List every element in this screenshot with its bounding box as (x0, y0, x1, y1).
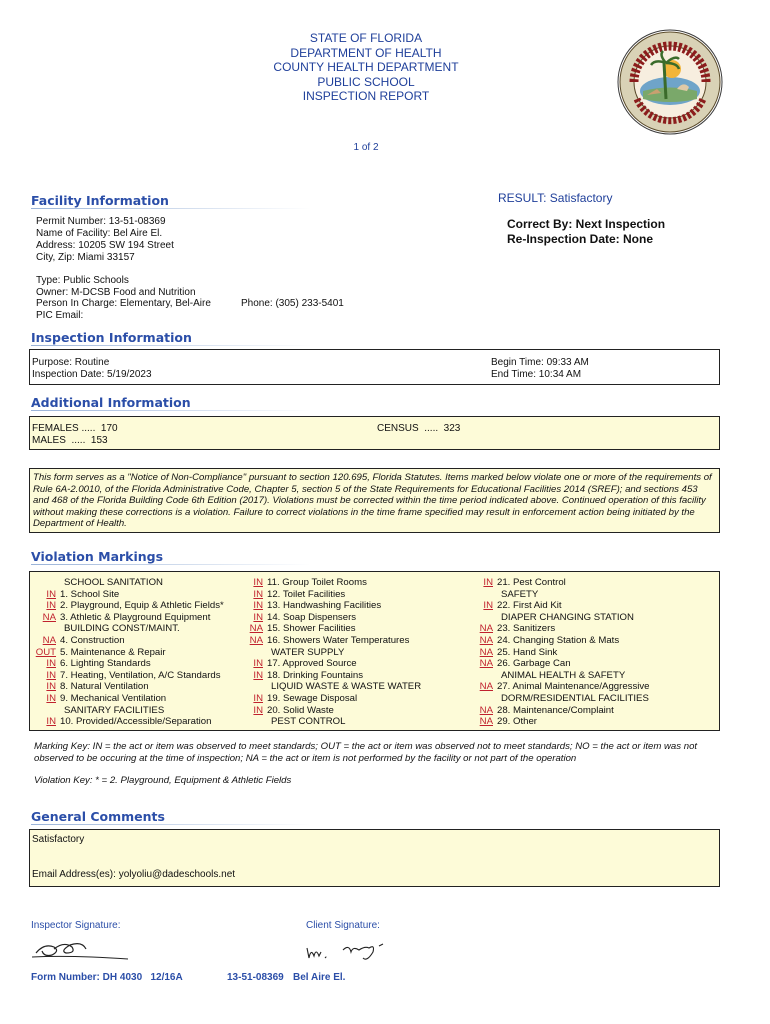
violation-mark: NA (479, 681, 493, 693)
marking-key: Marking Key: IN = the act or item was observed to meet standards; OUT = the act or item was observed not to meet standards; NO = the act or item was not observed to be occuring at the time of inspection; NA = the act or item is not performed by the facility or not part of the operation (34, 741, 698, 764)
violation-mark: IN (483, 577, 493, 588)
violation-category (60, 623, 250, 635)
violation-text: 28. Maintenance/Complaint (497, 704, 614, 716)
violation-mark: IN (46, 681, 56, 693)
violation-text: 9. Mechanical Ventilation (60, 692, 167, 704)
violation-item (479, 704, 697, 717)
females-count: FEMALES ..... 170 (32, 423, 118, 434)
violation-mark: NA (479, 623, 493, 635)
violation-category (267, 716, 467, 728)
violation-text: DORM/RESIDENTIAL FACILITIES (501, 692, 649, 704)
violation-item (479, 646, 697, 659)
violation-mark: OUT (35, 646, 56, 658)
violation-mark: IN (253, 577, 263, 588)
violation-mark: IN (253, 692, 263, 704)
general-comments-heading: General Comments (31, 809, 311, 826)
violation-category (497, 693, 697, 705)
violation-text: 6. Lighting Standards (60, 658, 151, 670)
page-number: 1 of 2 (353, 142, 379, 153)
violation-mark: NA (479, 704, 493, 716)
violation-item (253, 611, 467, 624)
violation-text: 23. Sanitizers (497, 623, 556, 635)
violation-item (46, 658, 250, 670)
facility-information-heading: Facility Information (31, 193, 311, 210)
violation-mark: NA (479, 716, 493, 728)
violation-item (249, 623, 467, 635)
permit-number: Permit Number: 13-51-08369 (36, 216, 166, 227)
violation-item (35, 646, 250, 659)
violation-category (267, 681, 467, 693)
footer-permit-number: 13-51-08369 (227, 972, 284, 983)
inspection-purpose: Purpose: Routine (32, 357, 110, 368)
violation-mark: IN (253, 658, 263, 670)
violation-text: SCHOOL SANITATION (64, 577, 163, 588)
inspector-signature (30, 937, 130, 963)
facility-address: Address: 10205 SW 194 Street (36, 240, 174, 251)
violation-mark: IN (46, 600, 56, 612)
inspection-information-heading: Inspection Information (31, 330, 311, 347)
violation-text: 7. Heating, Ventilation, A/C Standards (60, 669, 221, 681)
violation-category (497, 670, 697, 682)
violation-item (253, 588, 467, 601)
violation-category (60, 577, 250, 589)
violation-text: 11. Group Toilet Rooms (267, 577, 367, 588)
additional-information-heading: Additional Information (31, 395, 311, 412)
violation-text: ANIMAL HEALTH & SAFETY (501, 669, 626, 681)
violation-mark: IN (46, 716, 56, 728)
violation-key: Violation Key: * = 2. Playground, Equipment & Athletic Fields (34, 775, 292, 786)
violation-mark: NA (479, 634, 493, 646)
violation-text: 8. Natural Ventilation (60, 681, 149, 693)
violation-text: 16. Showers Water Temperatures (267, 634, 410, 646)
violation-category (497, 612, 697, 624)
header-line: INSPECTION REPORT (302, 89, 430, 104)
violation-text: 4. Construction (60, 634, 125, 646)
violation-mark: NA (42, 611, 56, 623)
violation-column-3 (479, 577, 697, 728)
facility-city-zip: City, Zip: Miami 33157 (36, 252, 135, 263)
violation-mark: IN (253, 600, 263, 612)
comment-email: Email Address(es): yolyoliu@dadeschools.net (32, 869, 236, 880)
violation-text: LIQUID WASTE & WASTE WATER (271, 681, 422, 693)
florida-state-seal-icon (617, 29, 723, 135)
violation-mark: IN (253, 588, 263, 600)
facility-owner: Owner: M-DCSB Food and Nutrition (36, 287, 196, 298)
violation-text: BUILDING CONST/MAINT. (64, 623, 180, 635)
violation-item (253, 577, 467, 589)
violation-mark: IN (46, 669, 56, 681)
begin-time: Begin Time: 09:33 AM (491, 357, 589, 368)
violation-text: 26. Garbage Can (497, 658, 571, 670)
header-line: PUBLIC SCHOOL (317, 74, 415, 89)
violation-item (253, 600, 467, 612)
violation-category (497, 589, 697, 601)
violation-item (483, 577, 697, 589)
violation-category (60, 705, 250, 717)
violation-text: 15. Shower Facilities (267, 623, 356, 635)
violation-text: 14. Soap Dispensers (267, 611, 357, 623)
violation-mark: NA (42, 634, 56, 646)
violation-mark: NA (479, 646, 493, 658)
violation-column-2 (249, 577, 467, 728)
form-number: Form Number: DH 4030 12/16A (31, 972, 183, 983)
client-signature (303, 938, 393, 964)
result-status: RESULT: Satisfactory (498, 191, 613, 205)
census-count: CENSUS ..... 323 (377, 423, 461, 434)
violation-text: PEST CONTROL (271, 716, 346, 728)
violation-text: 10. Provided/Accessible/Separation (60, 716, 212, 728)
facility-name: Name of Facility: Bel Aire El. (36, 228, 163, 239)
header-line: COUNTY HEALTH DEPARTMENT (273, 60, 459, 75)
violation-mark: IN (253, 704, 263, 716)
additional-info-box (29, 416, 720, 450)
violation-item (479, 681, 697, 693)
violation-item (483, 600, 697, 612)
violation-item (249, 634, 467, 647)
violation-item (46, 716, 250, 728)
violation-markings-heading: Violation Markings (31, 549, 311, 566)
violation-item (253, 658, 467, 670)
violation-text: 27. Animal Maintenance/Aggressive (497, 681, 650, 693)
violation-text: 21. Pest Control (497, 577, 566, 588)
violation-text: 1. School Site (60, 588, 120, 600)
violation-text: 25. Hand Sink (497, 646, 558, 658)
violation-item (46, 692, 250, 705)
violation-item (42, 634, 250, 647)
violation-text: 3. Athletic & Playground Equipment (60, 611, 211, 623)
violation-item (253, 692, 467, 705)
facility-type: Type: Public Schools (36, 275, 129, 286)
violation-mark: NA (479, 658, 493, 670)
violation-item (46, 681, 250, 693)
violation-mark: NA (249, 634, 263, 646)
violation-text: 29. Other (497, 716, 537, 728)
violation-text: 5. Maintenance & Repair (60, 646, 166, 658)
violation-mark: IN (46, 658, 56, 670)
violation-text: DIAPER CHANGING STATION (501, 611, 634, 623)
violation-text: 20. Solid Waste (267, 704, 334, 716)
violation-item (46, 588, 250, 601)
footer-facility-name: Bel Aire El. (293, 972, 346, 983)
males-count: MALES ..... 153 (32, 435, 108, 446)
inspector-signature-label: Inspector Signature: (31, 920, 121, 931)
violation-item (479, 658, 697, 670)
violation-text: 22. First Aid Kit (497, 600, 562, 612)
violation-item (479, 634, 697, 647)
inspection-date: Inspection Date: 5/19/2023 (32, 369, 152, 380)
violation-category (267, 647, 467, 659)
violation-item (479, 623, 697, 635)
violation-mark: IN (483, 600, 493, 612)
violation-item (253, 704, 467, 717)
violation-mark: NA (249, 623, 263, 635)
pic-email: PIC Email: (36, 310, 84, 321)
end-time: End Time: 10:34 AM (491, 369, 582, 380)
violation-text: SAFETY (501, 588, 539, 600)
violation-text: WATER SUPPLY (271, 646, 345, 658)
header-line: DEPARTMENT OF HEALTH (290, 45, 442, 60)
violation-item (253, 669, 467, 682)
violation-text: 12. Toilet Facilities (267, 588, 346, 600)
violation-item (42, 611, 250, 624)
violation-text: 19. Sewage Disposal (267, 692, 358, 704)
violation-mark: IN (253, 611, 263, 623)
violation-text: 18. Drinking Fountains (267, 669, 363, 681)
non-compliance-notice: This form serves as a "Notice of Non-Compliance" pursuant to section 120.695, Florida Statutes. Items marked below violate one or more of the requirements of Rule 6A-2.0010, of the Florida Administrative Code, Chapter 5, section 5 of the State Requirements for Educational Facilities 2014 (SREF); and sections 453 and 468 of the Florida Building Code 6th Edition (2017). Violations must be corrected within the time period indicated above. Continued operation of this facility without making these corrections is a violation. Failure to correct violations in the time frame specified may result in enforcement action being initiated by the Department of Health. (33, 472, 712, 530)
violation-column-1 (35, 577, 250, 728)
violation-item (46, 669, 250, 682)
comment-text: Satisfactory (32, 834, 85, 845)
header-line: STATE OF FLORIDA (309, 31, 423, 45)
violation-text: 17. Approved Source (267, 658, 357, 670)
reinspection-date: Re-Inspection Date: None (507, 232, 654, 246)
violation-text: 13. Handwashing Facilities (267, 600, 382, 612)
violation-mark: IN (46, 692, 56, 704)
correct-by: Correct By: Next Inspection (507, 217, 666, 231)
violation-text: 24. Changing Station & Mats (497, 634, 620, 646)
facility-phone: Phone: (305) 233-5401 (241, 298, 344, 309)
violation-item (479, 716, 697, 728)
violation-text: SANITARY FACILITIES (64, 704, 165, 716)
client-signature-label: Client Signature: (306, 920, 380, 931)
violation-text: 2. Playground, Equip & Athletic Fields* (60, 600, 224, 612)
violation-mark: IN (46, 588, 56, 600)
violation-mark: IN (253, 669, 263, 681)
violation-item (46, 600, 250, 612)
person-in-charge: Person In Charge: Elementary, Bel-Aire (36, 298, 211, 309)
